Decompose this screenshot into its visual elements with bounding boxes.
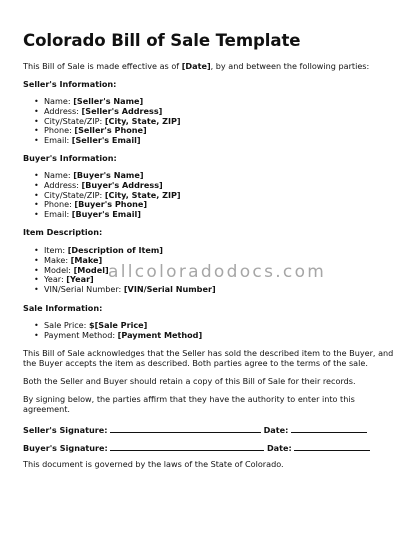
list-item xyxy=(23,136,181,146)
buyer-list xyxy=(23,171,181,220)
field-value: [Buyer's Address] xyxy=(81,179,163,190)
field-value: [Make] xyxy=(70,254,103,265)
buyer-date-line[interactable] xyxy=(294,442,370,451)
item-heading: Item Description: xyxy=(23,227,103,237)
seller-signature-row xyxy=(23,424,367,436)
seller-date-line[interactable] xyxy=(291,424,367,433)
seller-signature-label: Seller's Signature: xyxy=(23,425,108,435)
field-label: Payment Method: xyxy=(44,329,118,340)
field-value: [Buyer's Phone] xyxy=(74,199,148,210)
field-label: Name: xyxy=(44,170,74,180)
seller-list xyxy=(23,97,181,146)
field-value: [Model] xyxy=(73,264,109,275)
field-value: [Buyer's Name] xyxy=(73,170,144,180)
buyer-signature-row xyxy=(23,442,370,454)
field-value: [Seller's Address] xyxy=(81,105,163,116)
governing-law-paragraph: This document is governed by the laws of the State of Colorado. xyxy=(23,459,284,469)
field-label: Email: xyxy=(44,135,72,146)
list-item xyxy=(23,285,216,295)
field-value: $[Sale Price] xyxy=(88,320,148,330)
acknowledgment-paragraph: This Bill of Sale acknowledges that the Seller has sold the described item to the Buyer, and the Buyer accepts the item as described. Both parties agree to the terms of the sale. xyxy=(23,348,394,368)
list-item xyxy=(23,210,181,220)
buyer-signature-line[interactable] xyxy=(110,442,264,451)
field-label: City/State/ZIP: xyxy=(44,115,105,126)
copies-paragraph: Both the Seller and Buyer should retain a copy of this Bill of Sale for their records. xyxy=(23,376,356,386)
effective-date: [Date] xyxy=(181,61,211,71)
field-label: Phone: xyxy=(44,125,75,136)
buyer-heading: Buyer's Information: xyxy=(23,153,117,163)
seller-heading: Seller's Information: xyxy=(23,79,117,89)
field-label: Year: xyxy=(44,274,67,285)
field-value: [Buyer's Email] xyxy=(71,209,141,220)
field-value: [Seller's Phone] xyxy=(74,125,147,136)
field-label: Sale Price: xyxy=(44,320,89,330)
list-item xyxy=(23,331,202,341)
field-label: City/State/ZIP: xyxy=(44,189,105,200)
sale-list xyxy=(23,321,202,341)
field-value: [VIN/Serial Number] xyxy=(123,284,216,295)
field-label: VIN/Serial Number: xyxy=(44,284,124,295)
field-value: [Year] xyxy=(66,274,94,285)
field-value: [City, State, ZIP] xyxy=(104,189,181,200)
seller-date-label: Date: xyxy=(263,425,289,435)
intro-after: , by and between the following parties: xyxy=(210,61,370,71)
buyer-date-label: Date: xyxy=(266,443,292,453)
field-label: Model: xyxy=(44,264,74,275)
field-label: Phone: xyxy=(44,199,75,210)
buyer-signature-label: Buyer's Signature: xyxy=(23,443,108,453)
field-value: [Seller's Email] xyxy=(71,135,141,146)
field-label: Email: xyxy=(44,209,72,220)
field-label: Address: xyxy=(44,179,82,190)
field-value: [Seller's Name] xyxy=(73,96,144,106)
field-value: [Payment Method] xyxy=(117,329,203,340)
field-value: [City, State, ZIP] xyxy=(104,115,181,126)
watermark-text: allcoloradodocs.com xyxy=(108,262,327,282)
field-label: Item: xyxy=(44,245,68,255)
field-label: Address: xyxy=(44,105,82,116)
seller-signature-line[interactable] xyxy=(110,424,261,433)
document-title: Colorado Bill of Sale Template xyxy=(23,31,301,50)
field-label: Name: xyxy=(44,96,74,106)
field-label: Make: xyxy=(44,254,71,265)
sale-heading: Sale Information: xyxy=(23,303,103,313)
intro-paragraph xyxy=(23,62,369,72)
intro-before: This Bill of Sale is made effective as of xyxy=(23,61,182,71)
authority-paragraph: By signing below, the parties affirm that they have the authority to enter into this agreement. xyxy=(23,394,355,414)
field-value: [Description of Item] xyxy=(67,245,164,255)
